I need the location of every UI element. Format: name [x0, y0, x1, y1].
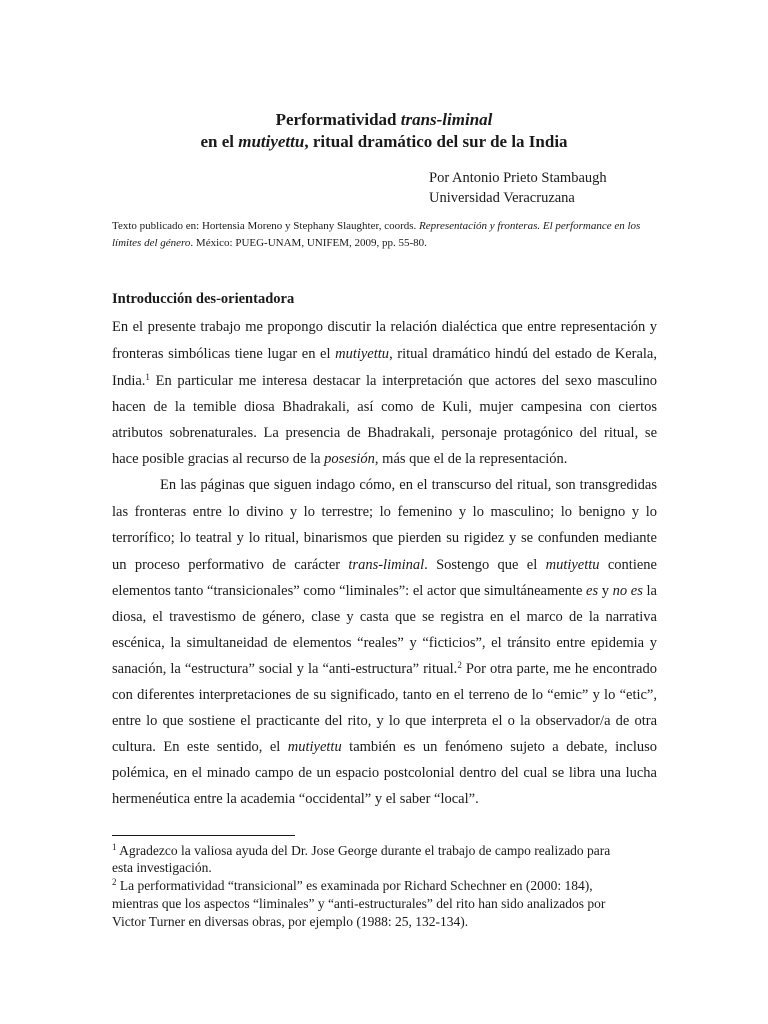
- body-line: hacen de la temible diosa Bhadrakali, así como de Kuli, mujer campesina con ciertos: [112, 399, 657, 415]
- body-line: [112, 450, 657, 468]
- body-text: Por otra parte, me he encontrado: [461, 661, 657, 677]
- body-text: cultura. En este sentido, el: [112, 739, 288, 755]
- body-line: las fronteras entre lo divino y lo terrestre; lo femenino y lo masculino; lo benigno y lo: [112, 504, 657, 520]
- body-line: polémica, en el minado campo de un espacio postcolonial dentro del cual se libra una lucha: [112, 765, 657, 781]
- body-text: , ritual dramático hindú del estado de Kerala,: [389, 346, 657, 362]
- body-line: [112, 556, 657, 574]
- body-text: fronteras simbólicas tiene lugar en el: [112, 346, 336, 362]
- title-text: Performatividad: [275, 110, 401, 129]
- body-italic: posesión: [324, 451, 375, 467]
- paper-title-line-2: [0, 131, 768, 153]
- publication-text: Texto publicado en: Hortensia Moreno y Stephany Slaughter, coords.: [112, 220, 420, 232]
- body-text: un proceso performativo de carácter: [112, 557, 349, 573]
- title-italic: trans-liminal: [400, 110, 493, 129]
- footnote-marker: 1: [145, 372, 150, 382]
- footnote-2-cont: Victor Turner en diversas obras, por ejemplo (1988: 25, 132-134).: [112, 914, 469, 929]
- body-line: [112, 660, 657, 678]
- body-line: hermenéutica entre la academia “occidental” y el saber “local”.: [112, 791, 479, 807]
- body-italic: mutiyettu: [287, 739, 342, 755]
- publication-text: . México: PUEG-UNAM, UNIFEM, 2009, pp. 55-80.: [190, 237, 427, 249]
- body-line: [112, 582, 657, 600]
- body-italic: es: [586, 583, 599, 599]
- footnote-separator: [112, 835, 295, 836]
- body-line: En el presente trabajo me propongo discutir la relación dialéctica que entre representación y: [112, 319, 657, 335]
- body-text: también es un fenómeno sujeto a debate, incluso: [341, 739, 657, 755]
- body-text: contiene: [599, 557, 657, 573]
- body-text: sanación, la “estructura” social y la “anti-estructura” ritual.: [112, 661, 458, 677]
- footnote-1-cont: esta investigación.: [112, 860, 212, 875]
- footnote-2-cont: mientras que los aspectos “liminales” y “anti-estructurales” del rito han sido analizados por: [112, 896, 606, 911]
- body-text: En particular me interesa destacar la interpretación que actores del sexo masculino: [149, 373, 657, 389]
- body-text: , más que el de la representación.: [374, 451, 568, 467]
- body-line: entre lo que sostiene el practicante del rito, y lo que interpreta el o la observador/a de otra: [112, 713, 657, 729]
- author-affiliation: Universidad Veracruzana: [429, 190, 575, 206]
- footnote-number: 1: [112, 842, 117, 852]
- body-line: escénica, la simultaneidad de elementos “reales” y “ficticios”, el tránsito entre epidemia y: [112, 635, 657, 651]
- footnote-text: Agradezco la valiosa ayuda del Dr. Jose George durante el trabajo de campo realizado para: [116, 843, 611, 858]
- body-line: [112, 738, 657, 756]
- body-italic: mutiyettu: [335, 346, 390, 362]
- body-text: y: [598, 583, 613, 599]
- footnote-2: [112, 878, 657, 894]
- body-text: elementos tanto “transicionales” como “liminales”: el actor que simultáneamente: [112, 583, 587, 599]
- publication-note: [112, 218, 657, 252]
- title-text: , ritual dramático del sur de la India: [304, 132, 568, 151]
- body-line: [112, 372, 657, 390]
- body-line: diosa, el travestismo de género, clase y casta que se registra en el marco de la narrativa: [112, 609, 657, 625]
- body-line: En las páginas que siguen indago cómo, en el transcurso del ritual, son transgredidas: [160, 477, 657, 493]
- author-block: [429, 168, 607, 208]
- body-line: atributos sobrenaturales. La presencia de Bhadrakali, personaje protagónico del ritual, se: [112, 425, 657, 441]
- author-name: Por Antonio Prieto Stambaugh: [429, 170, 607, 186]
- paper-title-line-1: [0, 109, 768, 131]
- body-text: . Sostengo que el: [424, 557, 546, 573]
- footnote-text: La performatividad “transicional” es examinada por Richard Schechner en (2000: 184),: [116, 878, 593, 893]
- body-text: la: [642, 583, 657, 599]
- publication-book-title: Representación y fronteras. El performance en los límites del género: [112, 220, 641, 249]
- body-line: terrorífico; lo teatral y lo ritual, binarismos que pierden su rigidez y se confunden mediante: [112, 530, 657, 546]
- body-line: con diferentes interpretaciones de su significado, tanto en el terreno de lo “emic” y lo “etic”,: [112, 687, 657, 703]
- title-text: en el: [200, 132, 239, 151]
- body-italic: mutiyettu: [545, 557, 600, 573]
- footnote-number: 2: [112, 877, 117, 887]
- body-italic: trans-liminal: [348, 557, 425, 573]
- body-italic: no es: [612, 583, 643, 599]
- title-italic: mutiyettu: [238, 132, 305, 151]
- footnote-1: [112, 843, 657, 859]
- body-text: India.: [112, 373, 146, 389]
- body-line: [112, 345, 657, 363]
- footnote-marker: 2: [457, 660, 462, 670]
- body-text: hace posible gracias al recurso de la: [112, 451, 325, 467]
- section-heading: Introducción des-orientadora: [112, 291, 295, 307]
